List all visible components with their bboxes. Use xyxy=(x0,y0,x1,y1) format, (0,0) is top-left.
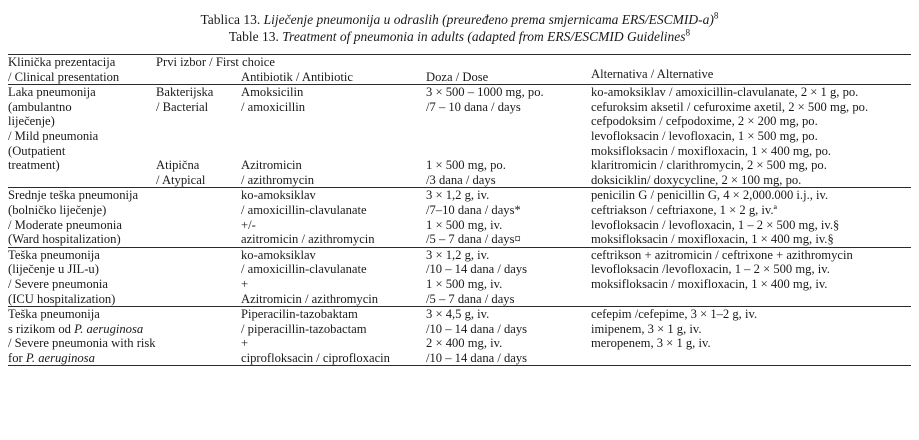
dose-line: 1 × 500 mg, iv. xyxy=(426,276,503,291)
dose-line: 3 × 1,2 g, iv. xyxy=(426,247,490,262)
table-row xyxy=(8,188,911,247)
cell-alternative xyxy=(591,158,911,188)
alternative-line: klaritromicin / clarithromycin, 2 × 500 mg, po. xyxy=(591,158,827,173)
clinical-line: Srednje teška pneumonija xyxy=(8,188,139,203)
clinical-line: treatment) xyxy=(8,158,60,173)
alternative-line: moksifloksacin / moxifloxacin, 1 × 400 mg, iv.§ xyxy=(591,232,834,247)
alternative-line: cefuroksim aksetil / cefuroxime axetil, 2 × 500 mg, po. xyxy=(591,99,869,114)
dose-line: /7 – 10 dana / days xyxy=(426,99,521,114)
antibiotic-line: azitromicin / azithromycin xyxy=(241,232,375,247)
alternative-line: ko-amoksiklav / amoxicillin-clavulanate, 2 × 1 g, po. xyxy=(591,85,859,100)
table-body xyxy=(8,85,911,366)
clinical-line: (bolničko liječenje) xyxy=(8,202,107,217)
alternative-line: ceftriakson / ceftriaxone, 1 × 2 g, iv.ª xyxy=(591,202,778,217)
clinical-line: / Moderate pneumonia xyxy=(8,217,123,232)
clinical-line: Teška pneumonija xyxy=(8,307,100,322)
cell-alternative xyxy=(591,247,911,306)
clinical-line: / Mild pneumonia xyxy=(8,128,99,143)
pathogen-type-line: Bakterijska xyxy=(156,85,214,100)
cell-clinical-presentation xyxy=(8,307,241,366)
dose-line: 1 × 500 mg, iv. xyxy=(426,217,503,232)
cell-antibiotic xyxy=(241,307,426,366)
dose-line: /10 – 14 dana / days xyxy=(426,321,528,336)
dose-line: 2 × 400 mg, iv. xyxy=(426,336,503,351)
cell-antibiotic xyxy=(241,188,426,247)
cell-clinical-presentation xyxy=(8,188,241,247)
alternative-line: levofloksacin / levofloxacin, 1 – 2 × 500 mg, iv.§ xyxy=(591,217,840,232)
table-head xyxy=(8,55,911,85)
table-row xyxy=(8,247,911,306)
treatment-table-wrapper xyxy=(8,54,911,366)
alternative-line: levofloksacin /levofloxacin, 1 – 2 × 500 mg, iv. xyxy=(591,262,830,277)
caption-title-english: Treatment of pneumonia in adults (adapted from ERS/ESCMID Guidelines xyxy=(282,29,686,44)
antibiotic-line: Amoksicilin xyxy=(241,85,304,100)
header-clinical-line-2: / Clinical presentation xyxy=(8,69,120,84)
caption-title-croatian: Liječenje pneumonija u odraslih (preuređeno prema smjernicama ERS/ESCMID-a) xyxy=(263,12,714,27)
clinical-line: liječenje) xyxy=(8,114,55,129)
dose-line: /7–10 dana / days* xyxy=(426,202,521,217)
dose-line: 3 × 1,2 g, iv. xyxy=(426,188,490,203)
caption-ref-croatian: 8 xyxy=(713,10,719,21)
alternative-line: cefepim /cefepime, 3 × 1–2 g, iv. xyxy=(591,307,758,322)
dose-line: /5 – 7 dana / days¤ xyxy=(426,232,521,247)
cell-clinical-presentation xyxy=(8,247,241,306)
antibiotic-line: / azithromycin xyxy=(241,172,315,187)
clinical-line: / Severe pneumonia xyxy=(8,276,109,291)
clinical-line: s rizikom od P. aeruginosa xyxy=(8,321,144,336)
cell-dose xyxy=(426,158,591,188)
alternative-line: penicilin G / penicillin G, 4 × 2,000.000 i.j., iv. xyxy=(591,188,829,203)
cell-pathogen-type xyxy=(156,85,241,158)
cell-antibiotic xyxy=(241,85,426,158)
dose-line: 1 × 500 mg, po. xyxy=(426,158,506,173)
dose-line: 3 × 4,5 g, iv. xyxy=(426,307,490,322)
cell-dose xyxy=(426,307,591,366)
cell-alternative xyxy=(591,307,911,366)
cell-dose xyxy=(426,247,591,306)
alternative-line: moksifloksacin / moxifloxacin, 1 × 400 mg, iv. xyxy=(591,276,828,291)
antibiotic-line: +/- xyxy=(241,217,256,232)
clinical-line: (ICU hospitalization) xyxy=(8,291,116,306)
antibiotic-line: Piperacilin-tazobaktam xyxy=(241,307,358,322)
antibiotic-line: ciprofloksacin / ciprofloxacin xyxy=(241,350,390,365)
header-dose: Doza / Dose xyxy=(426,69,489,84)
antibiotic-line: Azitromicin xyxy=(241,158,302,173)
treatment-table xyxy=(8,54,911,366)
antibiotic-line: / amoxicillin-clavulanate xyxy=(241,202,367,217)
cell-dose xyxy=(426,85,591,158)
dose-line: /10 – 14 dana / days xyxy=(426,262,528,277)
alternative-line: moksifloksacin / moxifloxacin, 1 × 400 mg, po. xyxy=(591,143,832,158)
pathogen-type-line: / Atypical xyxy=(156,172,206,187)
caption-label-english: Table 13. xyxy=(228,29,279,44)
antibiotic-line: / amoxicillin-clavulanate xyxy=(241,262,367,277)
clinical-line: (Outpatient xyxy=(8,143,66,158)
pathogen-type-line: / Bacterial xyxy=(156,99,209,114)
alternative-line: levofloksacin / levofloxacin, 1 × 500 mg, po. xyxy=(591,128,818,143)
antibiotic-line: ko-amoksiklav xyxy=(241,247,316,262)
alternative-line: imipenem, 3 × 1 g, iv. xyxy=(591,321,702,336)
clinical-line: for P. aeruginosa xyxy=(8,350,95,365)
cell-alternative xyxy=(591,85,911,158)
table-row xyxy=(8,85,911,158)
cell-dose xyxy=(426,188,591,247)
clinical-line: / Severe pneumonia with risk xyxy=(8,336,156,351)
caption-line-croatian xyxy=(0,11,919,28)
header-alternative-label: Alternativa / Alternative xyxy=(591,67,714,81)
pathogen-type-line: Atipična xyxy=(156,158,200,173)
clinical-line: (Ward hospitalization) xyxy=(8,232,121,247)
dose-line: /10 – 14 dana / days xyxy=(426,350,528,365)
caption-ref-english: 8 xyxy=(685,27,691,38)
header-clinical-line-1: Klinička prezentacija xyxy=(8,55,116,69)
cell-antibiotic xyxy=(241,158,426,188)
dose-line: /5 – 7 dana / days xyxy=(426,291,515,306)
cell-pathogen-type xyxy=(156,158,241,188)
alternative-line: meropenem, 3 × 1 g, iv. xyxy=(591,336,711,351)
dose-line: 3 × 500 – 1000 mg, po. xyxy=(426,85,544,100)
header-alternative xyxy=(591,55,911,85)
header-spacer xyxy=(156,70,241,85)
antibiotic-line: + xyxy=(241,336,249,351)
clinical-line: (ambulantno xyxy=(8,99,72,114)
cell-clinical-presentation xyxy=(8,85,156,188)
header-first-choice-group: Prvi izbor / First choice xyxy=(156,55,591,70)
alternative-line: doksiciklin/ doxycycline, 2 × 100 mg, po. xyxy=(591,172,802,187)
header-antibiotic: Antibiotik / Antibiotic xyxy=(241,69,353,84)
clinical-line: (liječenje u JIL-u) xyxy=(8,262,99,277)
antibiotic-line: + xyxy=(241,276,249,291)
table-caption xyxy=(0,0,919,45)
alternative-line: cefpodoksim / cefpodoxime, 2 × 200 mg, po. xyxy=(591,114,818,129)
clinical-line: Laka pneumonija xyxy=(8,85,96,100)
cell-alternative xyxy=(591,188,911,247)
table-row xyxy=(8,307,911,366)
antibiotic-line: ko-amoksiklav xyxy=(241,188,316,203)
antibiotic-line: / piperacillin-tazobactam xyxy=(241,321,367,336)
dose-line: /3 dana / days xyxy=(426,172,496,187)
alternative-line: ceftrikson + azitromicin / ceftrixone + azithromycin xyxy=(591,247,853,262)
header-clinical-presentation xyxy=(8,55,156,85)
antibiotic-line: Azitromicin / azithromycin xyxy=(241,291,379,306)
clinical-line: Teška pneumonija xyxy=(8,247,100,262)
antibiotic-line: / amoxicillin xyxy=(241,99,306,114)
header-row-top xyxy=(8,55,911,70)
caption-line-english xyxy=(0,28,919,45)
cell-antibiotic xyxy=(241,247,426,306)
caption-label-croatian: Tablica 13. xyxy=(200,12,261,27)
